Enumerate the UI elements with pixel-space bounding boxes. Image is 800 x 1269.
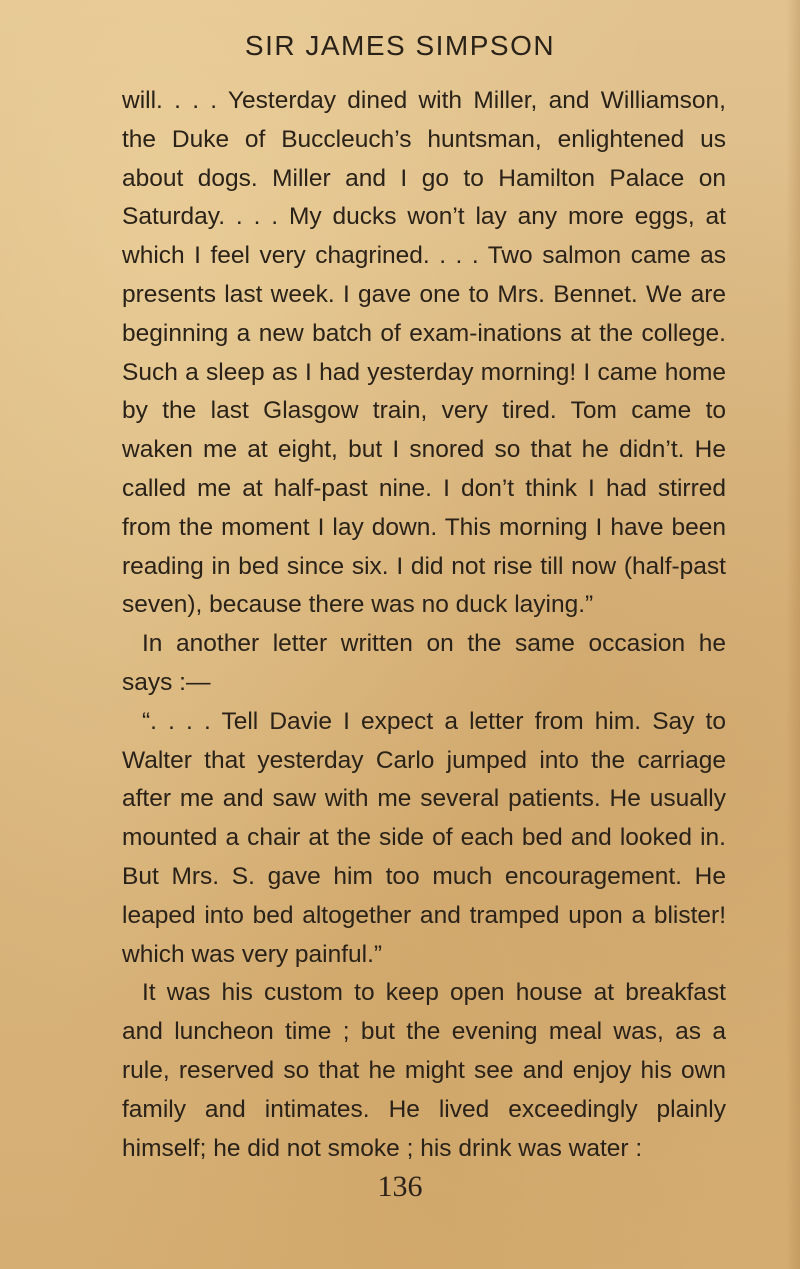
paragraph-another-letter: In another letter written on the same occasion he says :— — [122, 630, 726, 696]
paragraph-letter-continued: will. . . . Yesterday dined with Miller, and Williamson, the Duke of Buccleuch’s huntsman, enlightened us about dogs. Miller and I go to Hamilton Palace on Saturday. . . . My ducks won’t lay any more eggs, at which I feel very chagrined. . . . Two salmon came as presents last week. I gave one to Mrs. Bennet. We are beginning a new batch of exam-inations at the college. Such a sleep as I had yesterday morning! I came home by the last Glasgow train, very tired. Tom came to waken me at eight, but I snored so that he didn’t. He called me at half-past nine. I don’t think I had stirred from the moment I lay down. This morning I have been reading in bed since six. I did not rise till now (half-past seven), because there was no duck laying.” — [122, 87, 726, 619]
page-number: 136 — [377, 1170, 423, 1203]
body-text — [122, 82, 726, 1168]
running-head: SIR JAMES SIMPSON — [244, 30, 556, 61]
paragraph-custom: It was his custom to keep open house at breakfast and luncheon time ; but the evening meal was, as a rule, reserved so that he might see and enjoy his own family and intimates. He lived exceedingly plainly himself; he did not smoke ; his drink was water : — [122, 979, 726, 1162]
page-edge-shadow — [786, 0, 800, 1269]
paragraph-carlo-letter: “. . . . Tell Davie I expect a letter from him. Say to Walter that yesterday Carlo jumped into the carriage after me and saw with me several patients. He usually mounted a chair at the side of each bed and looked in. But Mrs. S. gave him too much encouragement. He leaped into bed altogether and tramped upon a blister! which was very painful.” — [122, 707, 726, 968]
